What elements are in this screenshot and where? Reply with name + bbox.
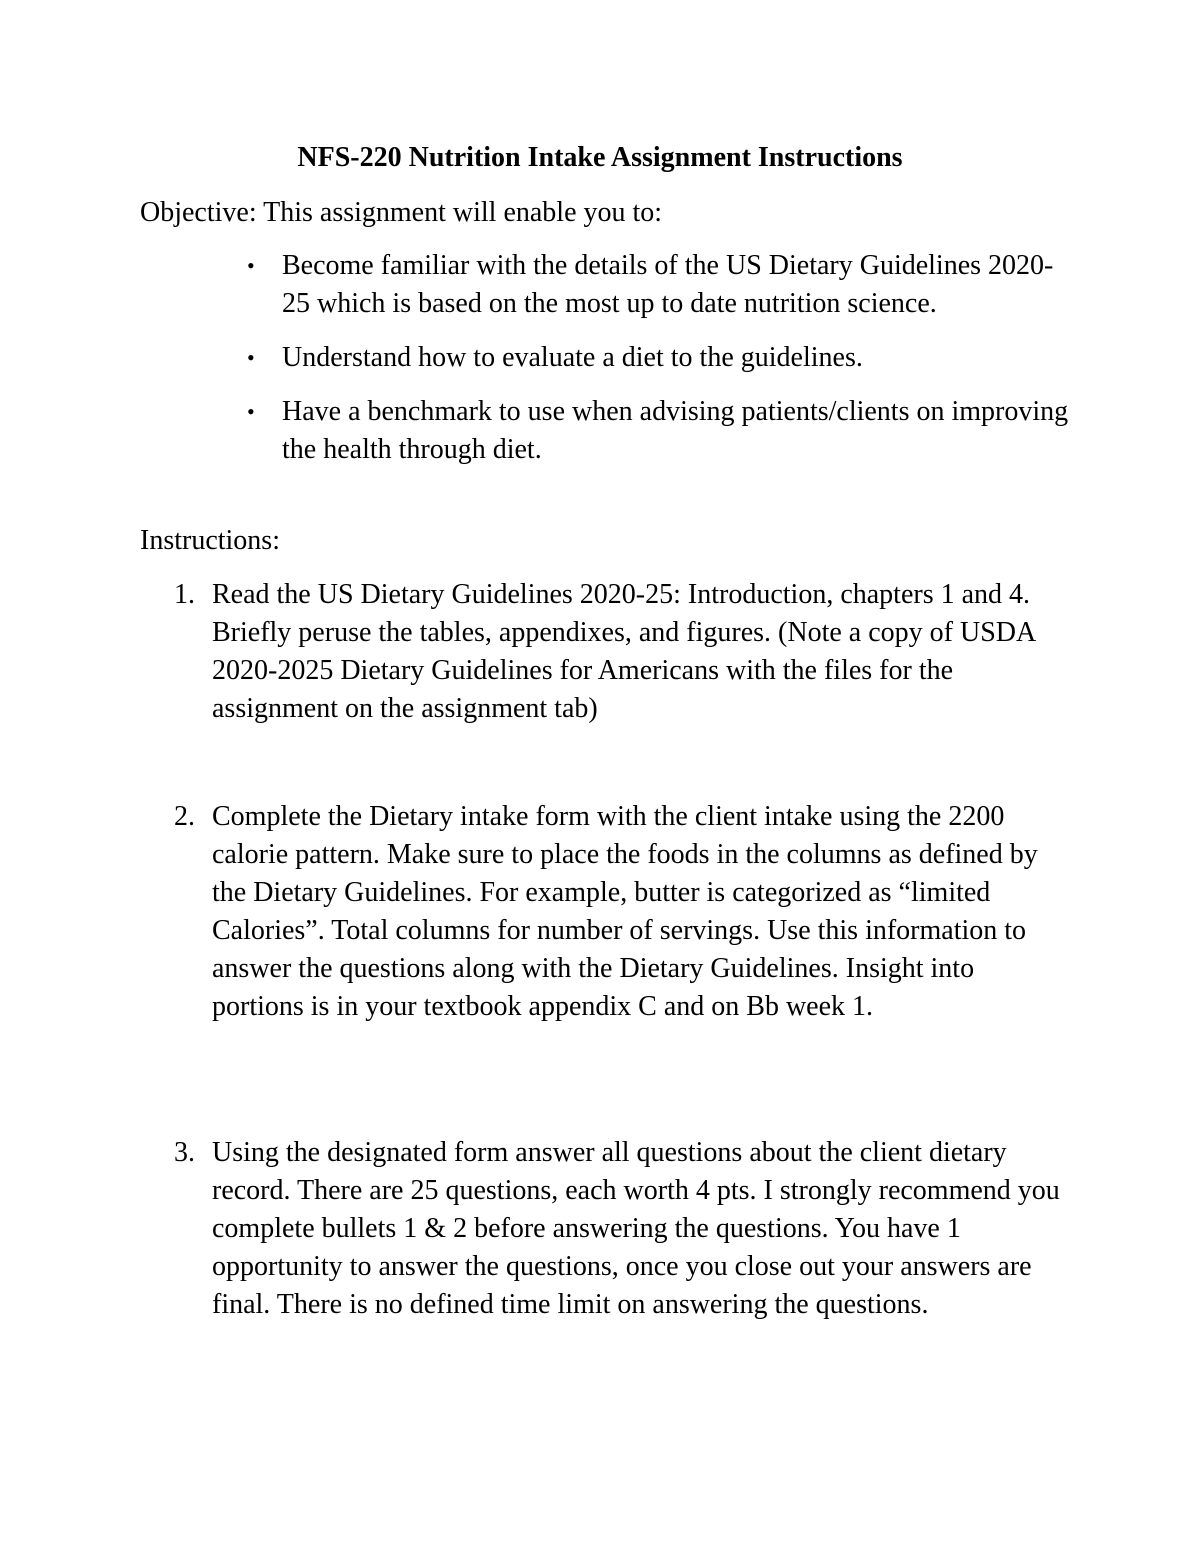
objective-bullet-list: [247, 247, 1072, 485]
objective-bullet-text: Become familiar with the details of the US Dietary Guidelines 2020-25 which is based on the most up to date nutrition science.: [282, 250, 1054, 319]
step-text: Complete the Dietary intake form with the client intake using the 2200 calorie pattern. Make sure to place the foods in the columns as defined by the Dietary Guidelines. For example, butter is categorized as “limited Calories”. Total columns for number of servings. Use this information to answer the questions along with the Dietary Guidelines. Insight into portions is in your textbook appendix C and on Bb week 1.: [212, 801, 1038, 1022]
instruction-step-3: [174, 1134, 1072, 1324]
objective-bullet-item: [247, 247, 1072, 323]
step-number: 2.: [174, 801, 195, 832]
document-title: NFS-220 Nutrition Intake Assignment Instructions: [297, 142, 903, 173]
step-number: 1.: [174, 579, 195, 610]
instruction-step-2: [174, 798, 1072, 1026]
objective-bullet-item: [247, 339, 1072, 377]
objective-intro: Objective: This assignment will enable you to:: [140, 197, 663, 228]
objective-bullet-text: Understand how to evaluate a diet to the guidelines.: [282, 342, 863, 373]
bullet-icon: •: [247, 253, 255, 278]
bullet-icon: •: [247, 399, 255, 424]
objective-bullet-text: Have a benchmark to use when advising patients/clients on improving the health through diet.: [282, 396, 1069, 465]
bullet-icon: •: [247, 345, 255, 370]
step-number: 3.: [174, 1137, 195, 1168]
step-text: Read the US Dietary Guidelines 2020-25: Introduction, chapters 1 and 4. Briefly peruse the tables, appendixes, and figures. (Note a copy of USDA 2020-2025 Dietary Guidelines for Americans with the files for the assignment on the assignment tab): [212, 579, 1035, 724]
objective-bullet-item: [247, 393, 1072, 469]
instruction-step-1: [174, 576, 1072, 728]
step-text: Using the designated form answer all questions about the client dietary record. There are 25 questions, each worth 4 pts. I strongly recommend you complete bullets 1 & 2 before answering the questions. You have 1 opportunity to answer the questions, once you close out your answers are final. There is no defined time limit on answering the questions.: [212, 1137, 1060, 1320]
instructions-heading: Instructions:: [140, 525, 280, 556]
